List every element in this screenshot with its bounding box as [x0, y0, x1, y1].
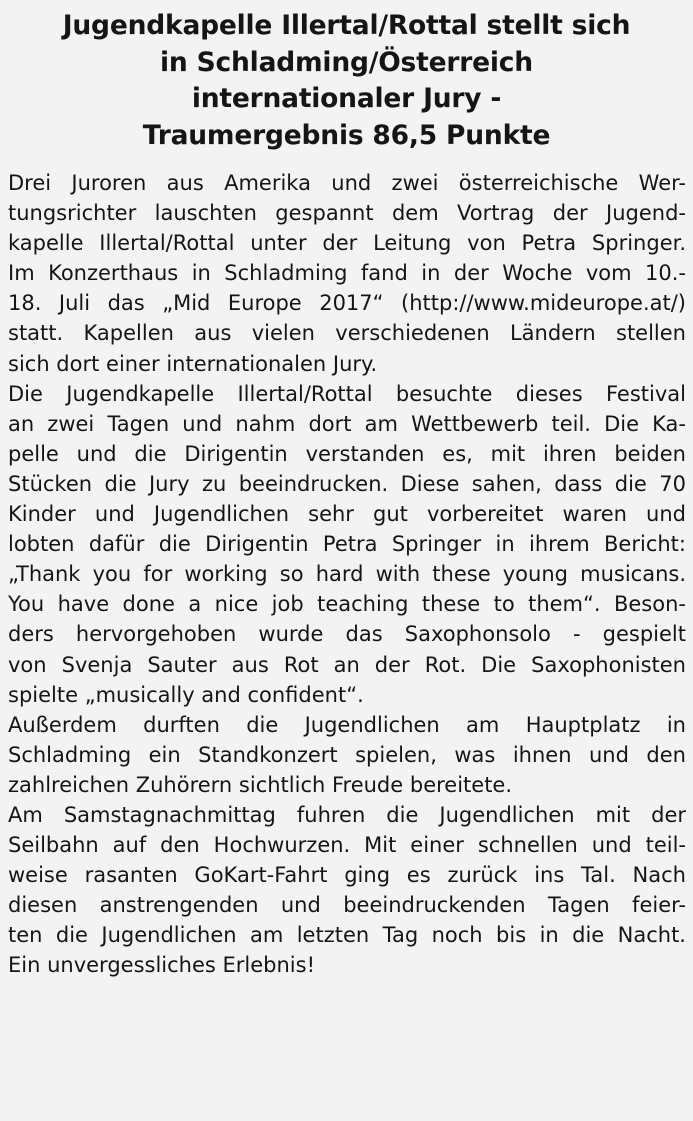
article-text-line: spielte „musically and confident“. [8, 682, 364, 707]
article-text-line: diesen anstrengenden und beeindruckenden Tagen feier- [8, 893, 686, 918]
article-text-line: weise rasanten GoKart-Fahrt ging es zurück ins Tal. Nach [8, 863, 686, 888]
article-text-line: Ein unvergessliches Erlebnis! [8, 953, 316, 978]
article-text-line: ten die Jugendlichen am letzten Tag noch bis in die Nacht. [8, 923, 686, 948]
headline-line: internationaler Jury - [191, 83, 502, 114]
article-text-line: Die Jugendkapelle Illertal/Rottal besuchte dieses Festival [8, 381, 686, 406]
article-text-line: Drei Juroren aus Amerika und zwei österreichische Wer- [8, 171, 686, 195]
article-text-line: Schladming ein Standkonzert spielen, was ihnen und den [8, 742, 686, 767]
article-body [8, 168, 688, 981]
article-text-line: Am Samstagnachmittag fuhren die Jugendlichen mit der [8, 802, 686, 827]
article-text-line: Im Konzerthaus in Schladming fand in der Woche vom 10.- [8, 261, 686, 286]
headline-line: in Schladming/Österreich [160, 46, 533, 78]
article-text-line: lobten dafür die Dirigentin Petra Springer in ihrem Bericht: [8, 532, 686, 557]
article-text-line: sich dort einer internationalen Jury. [8, 351, 378, 376]
article-text-line: statt. Kapellen aus vielen verschiedenen Ländern stellen [8, 321, 686, 346]
article-text-line: zahlreichen Zuhörern sichtlich Freude bereitete. [8, 772, 513, 797]
headline-line: Jugendkapelle Illertal/Rottal stellt sich [62, 10, 631, 41]
article-text-line: Stücken die Jury zu beeindrucken. Diese sahen, dass die 70 [8, 471, 686, 496]
article-text-line: an zwei Tagen und nahm dort am Wettbewerb teil. Die Ka- [8, 411, 686, 436]
article-text-line: Kinder und Jugendlichen sehr gut vorbereitet waren und [8, 502, 686, 527]
article-headline [0, 8, 693, 154]
article-text-line: „Thank you for working so hard with these young musicans. [8, 562, 686, 587]
article-text-line: Seilbahn auf den Hochwurzen. Mit einer schnellen und teil- [8, 833, 686, 858]
article-text-line: 18. Juli das „Mid Europe 2017“ (http://www.mideurope.at/) [8, 291, 686, 316]
headline-line: Traumergebnis 86,5 Punkte [142, 119, 551, 151]
article-text-line: ders hervorgehoben wurde das Saxophonsolo - gespielt [8, 622, 686, 647]
article-text-line: kapelle Illertal/Rottal unter der Leitung von Petra Springer. [8, 231, 686, 256]
article-text-line: tungsrichter lauschten gespannt dem Vortrag der Jugend- [8, 201, 686, 226]
article-text-line: pelle und die Dirigentin verstanden es, mit ihren beiden [8, 441, 686, 466]
article-text-line: You have done a nice job teaching these to them“. Beson- [8, 592, 686, 617]
article-text-line: Außerdem durften die Jugendlichen am Hauptplatz in [8, 712, 686, 737]
article-text-line: von Svenja Sauter aus Rot an der Rot. Die Saxophonisten [8, 652, 686, 677]
